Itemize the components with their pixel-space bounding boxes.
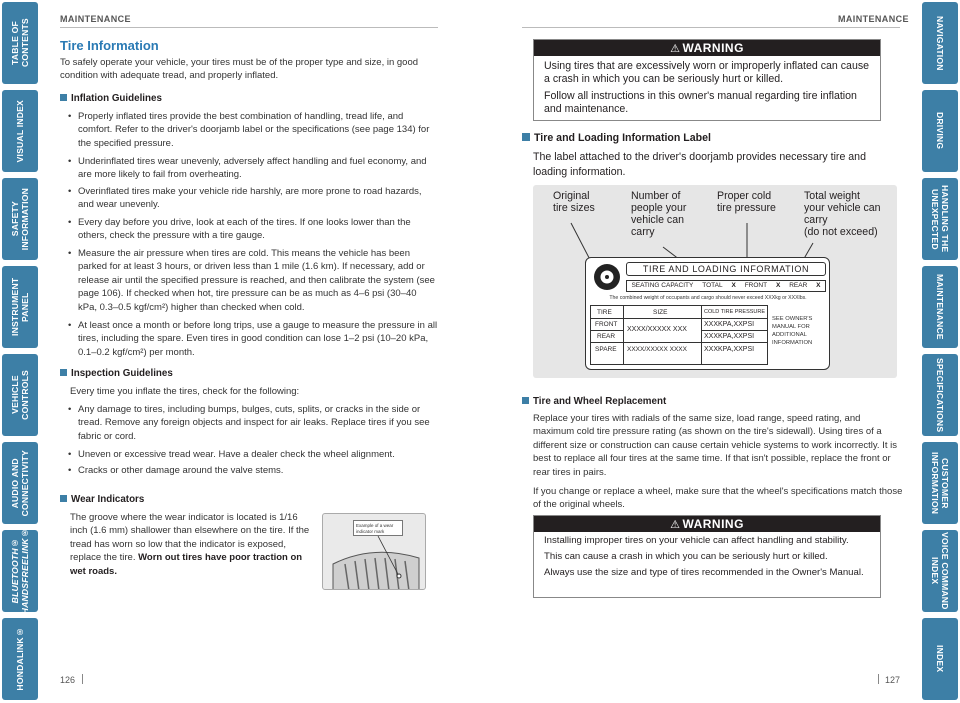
- tab-driving[interactable]: DRIVING: [922, 90, 958, 172]
- warning-triangle-icon: ⚠: [670, 42, 681, 55]
- inspection-heading: Inspection Guidelines: [60, 368, 173, 379]
- row-spare: SPARE: [595, 346, 617, 353]
- tab-instrument-panel[interactable]: INSTRUMENT PANEL: [2, 266, 38, 348]
- pressure-spare: XXXKPA,XXPSI: [704, 346, 755, 353]
- replacement-heading: Tire and Wheel Replacement: [522, 396, 666, 407]
- warning-text: This can cause a crash in which you can be seriously hurt or killed.: [544, 551, 828, 562]
- callout-tire-sizes: Original tire sizes: [553, 190, 595, 214]
- replacement-text-2: If you change or replace a wheel, make sure that the wheel's specifications match those of the original wheels.: [533, 486, 903, 511]
- tab-navigation[interactable]: NAVIGATION: [922, 2, 958, 84]
- inflation-bullet: • Measure the air pressure when tires are cold. This means the vehicle has been parked for at least 3 hours, or driven less than 1 mile (1.6 km). If necessary, add or release air until the specified pressure is reached, and then calibrate the system (see page 106). If checked when hot, tire pressure can be as much as 4–6 psi (30–40 kPa, 0.3–0.5 kgf/cm²) higher than checked when cold.: [68, 248, 435, 313]
- replacement-text-1: Replace your tires with radials of the same size, load range, speed rating, and maximum cold tire pressure rating (as shown on the tire's sidewall). Using tires of a different size or construction can cause certain vehicle systems to work incorrectly. It is best to replace all four tires at the same time. If that isn't possible, replace the front or rear tires in pairs.: [533, 413, 897, 478]
- owners-manual-note: SEE OWNER'S MANUAL FOR ADDITIONAL INFORMATION: [772, 316, 813, 346]
- tire-label-heading: Tire and Loading Information Label: [522, 132, 711, 144]
- tire-label-text: The label attached to the driver's doorjamb provides necessary tire and loading information.: [533, 151, 866, 178]
- tab-customer-information[interactable]: CUSTOMER INFORMATION: [922, 442, 958, 524]
- left-page-number: 126: [60, 675, 76, 685]
- row-rear: REAR: [597, 333, 616, 340]
- pressure-rear: XXXKPA,XXPSI: [704, 333, 755, 340]
- left-running-head: MAINTENANCE: [60, 14, 131, 24]
- col-size: SIZE: [653, 309, 668, 316]
- right-header-rule: [522, 27, 900, 28]
- tab-vehicle-controls[interactable]: VEHICLE CONTROLS: [2, 354, 38, 436]
- left-header-rule: [60, 27, 438, 28]
- size-spare: XXXX/XXXXX XXXX: [627, 346, 687, 353]
- tab-hondalink[interactable]: HONDALINK®: [2, 618, 38, 700]
- inspection-bullet: • Any damage to tires, including bumps, bulges, cuts, splits, or cracks in the side or tread. Remove any foreign objects and inspect for air leaks. Replace tires if you see fabric or cord.: [68, 404, 430, 442]
- inflation-heading: Inflation Guidelines: [60, 93, 162, 104]
- wear-image-callout: Example of a wear indicator mark: [353, 520, 403, 536]
- tire-wheel-icon: [592, 262, 622, 292]
- warning-box-improper-tires: [533, 515, 881, 598]
- page-title: Tire Information: [60, 38, 159, 53]
- tire-label-title: TIRE AND LOADING INFORMATION: [626, 262, 826, 276]
- tire-loading-label: [585, 257, 830, 370]
- tab-specifications[interactable]: SPECIFICATIONS: [922, 354, 958, 436]
- right-running-head: MAINTENANCE: [838, 14, 909, 24]
- inflation-bullet: • At least once a month or before long trips, use a gauge to measure the pressure in all tires, including the spare. Even tires in good condition can lose 1–2 psi (10–20 kPa, 0.1–0.2 kgf/cm²) per month.: [68, 320, 438, 358]
- tab-table-of-contents[interactable]: TABLE OF CONTENTS: [2, 2, 38, 84]
- tire-pressure-table: [590, 305, 768, 365]
- size-front-rear: XXXX/XXXXX XXX: [627, 326, 687, 333]
- inflation-bullet: • Properly inflated tires provide the best combination of handling, tread life, and comfort. Refer to the driver's doorjamb label or the specifications (see page 134) for the specified pressure.: [68, 111, 430, 149]
- inspection-bullet: • Cracks or other damage around the valve stems.: [68, 465, 284, 476]
- warning-text: Follow all instructions in this owner's manual regarding tire inflation and maintenance.: [544, 90, 857, 115]
- warning-triangle-icon: ⚠: [670, 518, 681, 531]
- callout-pressure: Proper cold tire pressure: [717, 190, 776, 214]
- right-nav-tabs: [920, 0, 960, 703]
- tab-audio-connectivity[interactable]: AUDIO AND CONNECTIVITY: [2, 442, 38, 524]
- inflation-bullet: • Overinflated tires make your vehicle ride harshly, are more prone to road hazards, and wear unevenly.: [68, 186, 422, 211]
- wear-heading: Wear Indicators: [60, 494, 144, 505]
- row-front: FRONT: [595, 321, 618, 328]
- tab-safety-information[interactable]: SAFETY INFORMATION: [2, 178, 38, 260]
- combined-weight-note: The combined weight of occupants and cargo should never exceed XXXkg or XXXlbs.: [609, 295, 807, 301]
- warning-banner: ⚠ WARNING: [534, 40, 880, 56]
- tab-visual-index[interactable]: VISUAL INDEX: [2, 90, 38, 172]
- warning-banner: ⚠ WARNING: [534, 516, 880, 532]
- warning-text: Installing improper tires on your vehicle can affect handling and stability.: [544, 535, 849, 546]
- inspection-intro: Every time you inflate the tires, check for the following:: [70, 386, 300, 397]
- wear-indicator-image: [322, 513, 426, 590]
- warning-text: Always use the size and type of tires recommended in the Owner's Manual.: [544, 567, 864, 578]
- col-tire: TIRE: [597, 309, 612, 316]
- seating-capacity-row: SEATING CAPACITY TOTAL X FRONT X REAR X: [626, 280, 826, 292]
- callout-weight: Total weight your vehicle can carry (do not exceed): [804, 190, 881, 238]
- page-number-divider: [82, 674, 83, 684]
- intro-text: To safely operate your vehicle, your tires must be of the proper type and size, in good condition with adequate tread, and properly inflated.: [60, 57, 419, 82]
- tab-handling-unexpected[interactable]: HANDLING THE UNEXPECTED: [922, 178, 958, 260]
- warning-box-tire-condition: [533, 39, 881, 121]
- warning-text: Using tires that are excessively worn or improperly inflated can cause a crash in which you can be seriously hurt or killed.: [544, 60, 870, 85]
- tab-voice-command-index[interactable]: VOICE COMMAND INDEX: [922, 530, 958, 612]
- wear-text: The groove where the wear indicator is located is 1/16 inch (1.6 mm) shallower than elsewhere on the tire. If the tread has worn so low that the indicator is exposed, replace the tire. Worn out tires have poor traction on wet roads.: [70, 512, 310, 577]
- pressure-front: XXXKPA,XXPSI: [704, 321, 755, 328]
- tab-maintenance[interactable]: MAINTENANCE: [922, 266, 958, 348]
- left-nav-tabs: [0, 0, 40, 703]
- callout-seating: Number of people your vehicle can carry: [631, 190, 687, 238]
- inflation-bullet: • Underinflated tires wear unevenly, adversely affect handling and fuel economy, and are more likely to fail from overheating.: [68, 156, 427, 181]
- inspection-bullet: • Uneven or excessive tread wear. Have a dealer check the wheel alignment.: [68, 449, 395, 460]
- right-page-number: 127: [885, 675, 901, 685]
- tab-bluetooth[interactable]: BLUETOOTH® HANDSFREELINK®: [2, 530, 38, 612]
- page-number-divider: [878, 674, 879, 684]
- inflation-bullet: • Every day before you drive, look at each of the tires. If one looks lower than the others, check the pressure with a tire gauge.: [68, 217, 411, 242]
- col-pressure: COLD TIRE PRESSURE: [704, 309, 766, 315]
- tab-index[interactable]: INDEX: [922, 618, 958, 700]
